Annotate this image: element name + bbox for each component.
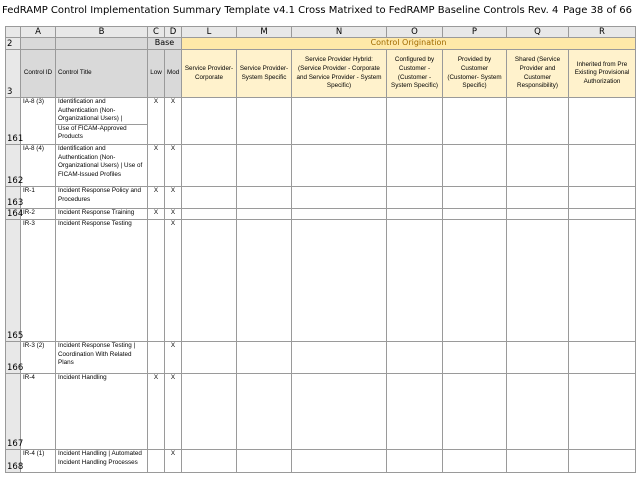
mod-cell[interactable]: X — [165, 98, 182, 145]
column-header-o[interactable]: O — [387, 27, 443, 38]
base-group-header[interactable]: Base — [148, 38, 182, 50]
control-id-cell[interactable]: IR-1 — [21, 187, 56, 209]
control-title-cell[interactable]: Incident Response Training — [56, 209, 148, 220]
mod-cell[interactable]: X — [165, 450, 182, 473]
origin-cell[interactable] — [237, 374, 292, 450]
low-cell[interactable] — [148, 450, 165, 473]
column-header-d[interactable]: D — [165, 27, 182, 38]
control-id-cell[interactable]: IR-3 (2) — [21, 342, 56, 374]
control-title-header[interactable]: Control Title — [56, 50, 148, 98]
origin-cell[interactable] — [292, 209, 387, 220]
group-cell-b[interactable] — [56, 38, 148, 50]
origin-header-configured-by-customer[interactable]: Configured by Customer - (Customer - System Specific) — [387, 50, 443, 98]
origin-cell[interactable] — [569, 187, 636, 209]
column-header-p[interactable]: P — [443, 27, 507, 38]
row-number[interactable]: 164 — [7, 209, 24, 219]
table-row — [6, 342, 636, 374]
control-title-cell[interactable]: Incident Handling | Automated Incident Handling Processes — [56, 450, 148, 473]
row-number[interactable]: 3 — [6, 50, 21, 98]
table-row — [6, 220, 636, 342]
origin-cell[interactable] — [443, 450, 507, 473]
origin-cell[interactable] — [569, 220, 636, 342]
origin-cell[interactable] — [237, 187, 292, 209]
low-cell[interactable] — [148, 220, 165, 342]
origin-cell[interactable] — [443, 209, 507, 220]
origin-cell[interactable] — [237, 98, 292, 145]
mod-cell[interactable]: X — [165, 187, 182, 209]
origin-cell[interactable] — [387, 209, 443, 220]
control-id-cell[interactable]: IA-8 (3) — [21, 98, 56, 145]
control-id-header[interactable]: Control ID — [21, 50, 56, 98]
origin-header-shared[interactable]: Shared (Service Provider and Customer Responsibility) — [507, 50, 569, 98]
origin-cell[interactable] — [387, 450, 443, 473]
origin-cell[interactable] — [292, 98, 387, 145]
origin-cell[interactable] — [387, 220, 443, 342]
control-title-cell[interactable]: Incident Handling — [56, 374, 148, 450]
column-header-b[interactable]: B — [56, 27, 148, 38]
column-header-m[interactable]: M — [237, 27, 292, 38]
origin-cell[interactable] — [443, 220, 507, 342]
origin-cell[interactable] — [507, 187, 569, 209]
origin-cell[interactable] — [387, 342, 443, 374]
origin-cell[interactable] — [569, 374, 636, 450]
row-number[interactable]: 162 — [6, 145, 21, 187]
control-id-cell[interactable]: IR-2 — [21, 209, 56, 220]
low-cell[interactable]: X — [148, 187, 165, 209]
control-title-subtext: Use of FICAM-Approved Products — [56, 124, 147, 142]
origin-cell[interactable] — [237, 145, 292, 187]
low-cell[interactable]: X — [148, 98, 165, 145]
origin-cell[interactable] — [569, 209, 636, 220]
origin-cell[interactable] — [569, 342, 636, 374]
table-row — [6, 145, 636, 187]
low-cell[interactable]: X — [148, 145, 165, 187]
mod-cell[interactable]: X — [165, 209, 182, 220]
origin-cell[interactable] — [182, 342, 237, 374]
table-row — [6, 187, 636, 209]
origin-cell[interactable] — [507, 374, 569, 450]
origin-cell[interactable] — [292, 187, 387, 209]
table-row — [6, 209, 636, 220]
spreadsheet-table — [5, 26, 636, 473]
origin-cell[interactable] — [569, 145, 636, 187]
column-header-a[interactable]: A — [21, 27, 56, 38]
low-cell[interactable] — [148, 342, 165, 374]
origin-cell[interactable] — [292, 220, 387, 342]
origin-cell[interactable] — [387, 374, 443, 450]
origin-cell[interactable] — [507, 220, 569, 342]
document-title: FedRAMP Control Implementation Summary Template v4.1 Cross Matrixed to FedRAMP Baseline Controls Rev. 4 — [2, 5, 559, 16]
control-title-text: Identification and Authentication (Non-Organizational Users) | — [58, 98, 123, 123]
corner-cell[interactable] — [6, 27, 21, 38]
row-number[interactable]: 161 — [6, 98, 21, 145]
control-title-cell[interactable] — [56, 98, 148, 145]
origin-cell[interactable] — [182, 145, 237, 187]
control-id-cell[interactable]: IR-3 — [21, 220, 56, 342]
origin-cell[interactable] — [182, 209, 237, 220]
origin-cell[interactable] — [237, 220, 292, 342]
column-header-row — [6, 27, 636, 38]
control-id-cell[interactable]: IR-4 (1) — [21, 450, 56, 473]
table-row — [6, 450, 636, 473]
origin-cell[interactable] — [182, 450, 237, 473]
row-number[interactable]: 168 — [6, 450, 21, 473]
origin-cell[interactable] — [292, 374, 387, 450]
column-header-l[interactable]: L — [182, 27, 237, 38]
column-header-r[interactable]: R — [569, 27, 636, 38]
origin-cell[interactable] — [507, 145, 569, 187]
origin-cell[interactable] — [569, 98, 636, 145]
origin-cell[interactable] — [443, 98, 507, 145]
row-number[interactable]: 167 — [6, 374, 21, 450]
column-header-c[interactable]: C — [148, 27, 165, 38]
row-number[interactable]: 2 — [6, 38, 21, 50]
origin-cell[interactable] — [182, 98, 237, 145]
origin-cell[interactable] — [507, 450, 569, 473]
origin-cell[interactable] — [443, 342, 507, 374]
mod-cell[interactable]: X — [165, 220, 182, 342]
origin-cell[interactable] — [569, 450, 636, 473]
origin-cell[interactable] — [507, 209, 569, 220]
origin-cell[interactable] — [237, 342, 292, 374]
field-header-row — [6, 50, 636, 98]
origin-header-inherited[interactable]: Inherited from Pre Existing Provisional Authorization — [569, 50, 636, 98]
origin-cell[interactable] — [182, 220, 237, 342]
row-number[interactable]: 165 — [6, 220, 21, 342]
origin-header-sp-hybrid[interactable]: Service Provider Hybrid: (Service Provider - Corporate and Service Provider - System Specific) — [292, 50, 387, 98]
control-id-cell[interactable]: IA-8 (4) — [21, 145, 56, 187]
control-title-cell[interactable]: Identification and Authentication (Non-Organizational Users) | Use of FICAM-Issued Profiles — [56, 145, 148, 187]
origin-cell[interactable] — [443, 145, 507, 187]
row-number[interactable]: 163 — [6, 187, 21, 209]
origin-cell[interactable] — [182, 374, 237, 450]
origin-cell[interactable] — [387, 98, 443, 145]
row-number[interactable]: 166 — [6, 342, 21, 374]
origin-cell[interactable] — [237, 209, 292, 220]
origin-cell[interactable] — [182, 187, 237, 209]
mod-cell[interactable]: X — [165, 145, 182, 187]
origin-cell[interactable] — [292, 145, 387, 187]
mod-cell[interactable]: X — [165, 374, 182, 450]
control-title-cell[interactable]: Incident Response Testing — [56, 220, 148, 342]
control-origination-header[interactable]: Control Origination — [182, 38, 636, 50]
low-cell[interactable]: X — [148, 209, 165, 220]
group-header-row — [6, 38, 636, 50]
low-header[interactable]: Low — [148, 50, 165, 98]
control-id-cell[interactable]: IR-4 — [21, 374, 56, 450]
origin-header-sp-corporate[interactable]: Service Provider-Corporate — [182, 50, 237, 98]
origin-header-sp-system[interactable]: Service Provider-System Specific — [237, 50, 292, 98]
origin-cell[interactable] — [443, 374, 507, 450]
origin-cell[interactable] — [443, 187, 507, 209]
origin-cell[interactable] — [387, 145, 443, 187]
low-cell[interactable]: X — [148, 374, 165, 450]
table-row — [6, 374, 636, 450]
table-row — [6, 98, 636, 145]
origin-cell[interactable] — [237, 450, 292, 473]
mod-cell[interactable]: X — [165, 342, 182, 374]
origin-cell[interactable] — [507, 98, 569, 145]
column-header-n[interactable]: N — [292, 27, 387, 38]
origin-cell[interactable] — [292, 342, 387, 374]
page-number: Page 38 of 66 — [563, 5, 632, 16]
control-title-cell[interactable]: Incident Response Testing | Coordination With Related Plans — [56, 342, 148, 374]
column-header-q[interactable]: Q — [507, 27, 569, 38]
origin-header-provided-by-customer[interactable]: Provided by Customer (Customer- System Specific) — [443, 50, 507, 98]
group-cell-a[interactable] — [21, 38, 56, 50]
mod-header[interactable]: Mod — [165, 50, 182, 98]
origin-cell[interactable] — [387, 187, 443, 209]
origin-cell[interactable] — [507, 342, 569, 374]
control-title-cell[interactable]: Incident Response Policy and Procedures — [56, 187, 148, 209]
origin-cell[interactable] — [292, 450, 387, 473]
